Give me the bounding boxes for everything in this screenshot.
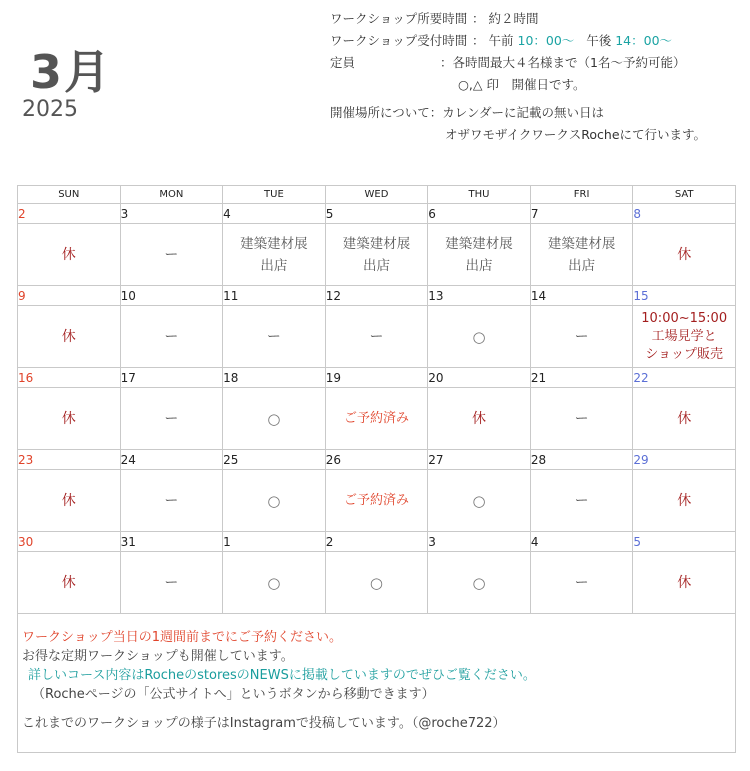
day-status-cell xyxy=(325,470,428,532)
week-date-row xyxy=(18,204,736,224)
reception-pm-time: 14：00〜 xyxy=(615,33,673,48)
date-number: 2 xyxy=(325,532,428,552)
date-number: 17 xyxy=(120,368,223,388)
week-date-row xyxy=(18,368,736,388)
week-date-row xyxy=(18,450,736,470)
date-number: 27 xyxy=(428,450,531,470)
status-dash: ー xyxy=(164,410,179,427)
date-number: 14 xyxy=(530,286,633,306)
day-status-cell xyxy=(428,224,531,286)
date-number: 11 xyxy=(223,286,326,306)
day-status-cell xyxy=(428,388,531,450)
date-number: 1 xyxy=(223,532,326,552)
day-status-cell xyxy=(530,306,633,368)
day-status-cell xyxy=(120,388,223,450)
date-number: 3 xyxy=(120,204,223,224)
status-expo: 建築建材展 xyxy=(240,235,308,252)
day-status-cell xyxy=(18,388,121,450)
day-status-cell xyxy=(530,470,633,532)
status-closed: 休 xyxy=(677,492,692,509)
day-status-cell xyxy=(18,224,121,286)
status-booked: ご予約済み xyxy=(343,410,409,426)
capacity-label: 定員 xyxy=(330,55,356,70)
day-status-cell xyxy=(428,552,531,614)
weekday-header-row xyxy=(18,186,736,204)
week-status-row xyxy=(18,552,736,614)
week-status-row xyxy=(18,224,736,286)
weekday-fri: FRI xyxy=(530,186,633,204)
duration-separator: ： xyxy=(472,11,485,26)
venue-value-2: オザワモザイクワークスRocheにて行います。 xyxy=(445,127,707,142)
date-number: 6 xyxy=(428,204,531,224)
status-open: ○ xyxy=(267,573,281,592)
day-status-cell xyxy=(428,470,531,532)
date-number: 4 xyxy=(223,204,326,224)
date-number: 10 xyxy=(120,286,223,306)
capacity-value: ：各時間最大４名様まで（1名〜予約可能） xyxy=(440,55,686,70)
status-expo: 出店 xyxy=(362,257,390,274)
month-title: 3月 xyxy=(30,45,113,99)
day-status-cell xyxy=(530,224,633,286)
reception-pm-label: 午後 xyxy=(586,33,612,48)
date-number: 30 xyxy=(18,532,121,552)
status-open: ○ xyxy=(472,491,486,510)
reception-am-label: 午前 xyxy=(488,33,514,48)
reception-label: ワークショップ受付時間 xyxy=(330,33,468,48)
day-status-cell xyxy=(120,470,223,532)
status-expo: 出店 xyxy=(568,257,596,274)
weekday-thu: THU xyxy=(428,186,531,204)
status-factory: 10:00~15:00 xyxy=(641,310,728,326)
status-dash: ー xyxy=(574,410,589,427)
day-status-cell xyxy=(120,306,223,368)
day-status-cell xyxy=(18,470,121,532)
date-number: 28 xyxy=(530,450,633,470)
day-status-cell xyxy=(633,306,736,368)
date-number: 7 xyxy=(530,204,633,224)
notes-instagram: これまでのワークショップの様子はInstagramで投稿しています。（@roche722） xyxy=(22,716,506,731)
status-closed: 休 xyxy=(61,246,76,263)
day-status-cell xyxy=(633,470,736,532)
status-open: ○ xyxy=(472,327,486,346)
calendar-table xyxy=(17,185,736,614)
day-status-cell xyxy=(120,552,223,614)
date-number: 5 xyxy=(633,532,736,552)
date-number: 25 xyxy=(223,450,326,470)
status-closed: 休 xyxy=(61,328,76,345)
date-number: 16 xyxy=(18,368,121,388)
reception-separator: ： xyxy=(472,33,485,48)
status-closed: 休 xyxy=(677,410,692,427)
status-dash: ー xyxy=(164,246,179,263)
day-status-cell xyxy=(223,470,326,532)
date-number: 20 xyxy=(428,368,531,388)
day-status-cell xyxy=(633,552,736,614)
status-closed: 休 xyxy=(677,246,692,263)
duration-label: ワークショップ所要時間 xyxy=(330,11,468,26)
day-status-cell xyxy=(223,306,326,368)
status-closed: 休 xyxy=(61,574,76,591)
day-status-cell xyxy=(633,388,736,450)
date-number: 23 xyxy=(18,450,121,470)
date-number: 5 xyxy=(325,204,428,224)
date-number: 3 xyxy=(428,532,531,552)
status-expo: 出店 xyxy=(260,257,288,274)
day-status-cell xyxy=(633,224,736,286)
day-status-cell xyxy=(325,388,428,450)
notes-official-site-hint: （Rocheページの「公式サイトへ」というボタンから移動できます） xyxy=(32,687,435,702)
week-status-row xyxy=(18,388,736,450)
date-number: 8 xyxy=(633,204,736,224)
date-number: 2 xyxy=(18,204,121,224)
status-dash: ー xyxy=(574,328,589,345)
status-dash: ー xyxy=(164,328,179,345)
weekday-mon: MON xyxy=(120,186,223,204)
day-status-cell xyxy=(325,224,428,286)
status-dash: ー xyxy=(574,492,589,509)
status-closed: 休 xyxy=(472,410,487,427)
weekday-wed: WED xyxy=(325,186,428,204)
duration-row xyxy=(330,8,745,30)
status-open: ○ xyxy=(369,573,384,592)
date-number: 22 xyxy=(633,368,736,388)
status-open: ○ xyxy=(267,491,281,510)
year-label: 2025 xyxy=(22,97,78,122)
status-expo: 建築建材展 xyxy=(547,235,616,252)
weekday-tue: TUE xyxy=(223,186,326,204)
status-expo: 建築建材展 xyxy=(342,235,411,252)
reception-row xyxy=(330,30,745,52)
day-status-cell xyxy=(325,552,428,614)
day-status-cell xyxy=(223,552,326,614)
week-status-row xyxy=(18,470,736,532)
date-number: 29 xyxy=(633,450,736,470)
venue-row xyxy=(330,102,745,124)
day-status-cell xyxy=(325,306,428,368)
notes-course-details: 詳しいコース内容はRocheのstoresのNEWSに掲載していますのでぜひご覧ください。 xyxy=(28,668,536,683)
day-status-cell xyxy=(18,552,121,614)
status-closed: 休 xyxy=(677,574,692,591)
date-number: 12 xyxy=(325,286,428,306)
status-dash: ー xyxy=(164,492,179,509)
status-booked: ご予約済み xyxy=(343,492,409,508)
status-expo: 建築建材展 xyxy=(445,235,513,252)
day-status-cell xyxy=(120,224,223,286)
day-status-cell xyxy=(530,552,633,614)
status-open: ○ xyxy=(267,409,281,428)
weekday-sat: SAT xyxy=(633,186,736,204)
status-closed: 休 xyxy=(61,492,76,509)
day-status-cell xyxy=(530,388,633,450)
status-dash: ー xyxy=(266,328,281,345)
date-number: 24 xyxy=(120,450,223,470)
day-status-cell xyxy=(428,306,531,368)
weekday-sun: SUN xyxy=(18,186,121,204)
date-number: 31 xyxy=(120,532,223,552)
date-number: 4 xyxy=(530,532,633,552)
week-status-row xyxy=(18,306,736,368)
notes-box xyxy=(17,611,736,753)
week-date-row xyxy=(18,532,736,552)
day-status-cell xyxy=(223,224,326,286)
date-number: 21 xyxy=(530,368,633,388)
status-dash: ー xyxy=(164,574,179,591)
status-expo: 出店 xyxy=(465,257,493,274)
status-dash: ー xyxy=(369,328,384,345)
venue-value: カレンダーに記載の無い日は xyxy=(442,105,604,120)
workshop-info xyxy=(330,8,745,146)
status-closed: 休 xyxy=(61,410,76,427)
notes-regular-workshop: お得な定期ワークショップも開催しています。 xyxy=(22,649,294,664)
status-open: ○ xyxy=(472,573,486,592)
duration-value: 約２時間 xyxy=(488,11,539,26)
capacity-row xyxy=(330,52,745,74)
day-status-cell xyxy=(18,306,121,368)
reception-am-time: 10：00〜 xyxy=(517,33,575,48)
day-status-cell xyxy=(223,388,326,450)
status-factory: ショップ販売 xyxy=(645,346,724,362)
capacity-note: ○,△ 印 開催日です。 xyxy=(458,77,586,92)
date-number: 9 xyxy=(18,286,121,306)
notes-reservation-deadline: ワークショップ当日の1週間前までにご予約ください。 xyxy=(22,630,343,645)
venue-label: 開催場所について： xyxy=(330,105,443,120)
date-number: 18 xyxy=(223,368,326,388)
date-number: 26 xyxy=(325,450,428,470)
date-number: 19 xyxy=(325,368,428,388)
status-factory: 工場見学と xyxy=(651,328,717,344)
date-number: 15 xyxy=(633,286,736,306)
date-number: 13 xyxy=(428,286,531,306)
status-dash: ー xyxy=(574,574,589,591)
week-date-row xyxy=(18,286,736,306)
